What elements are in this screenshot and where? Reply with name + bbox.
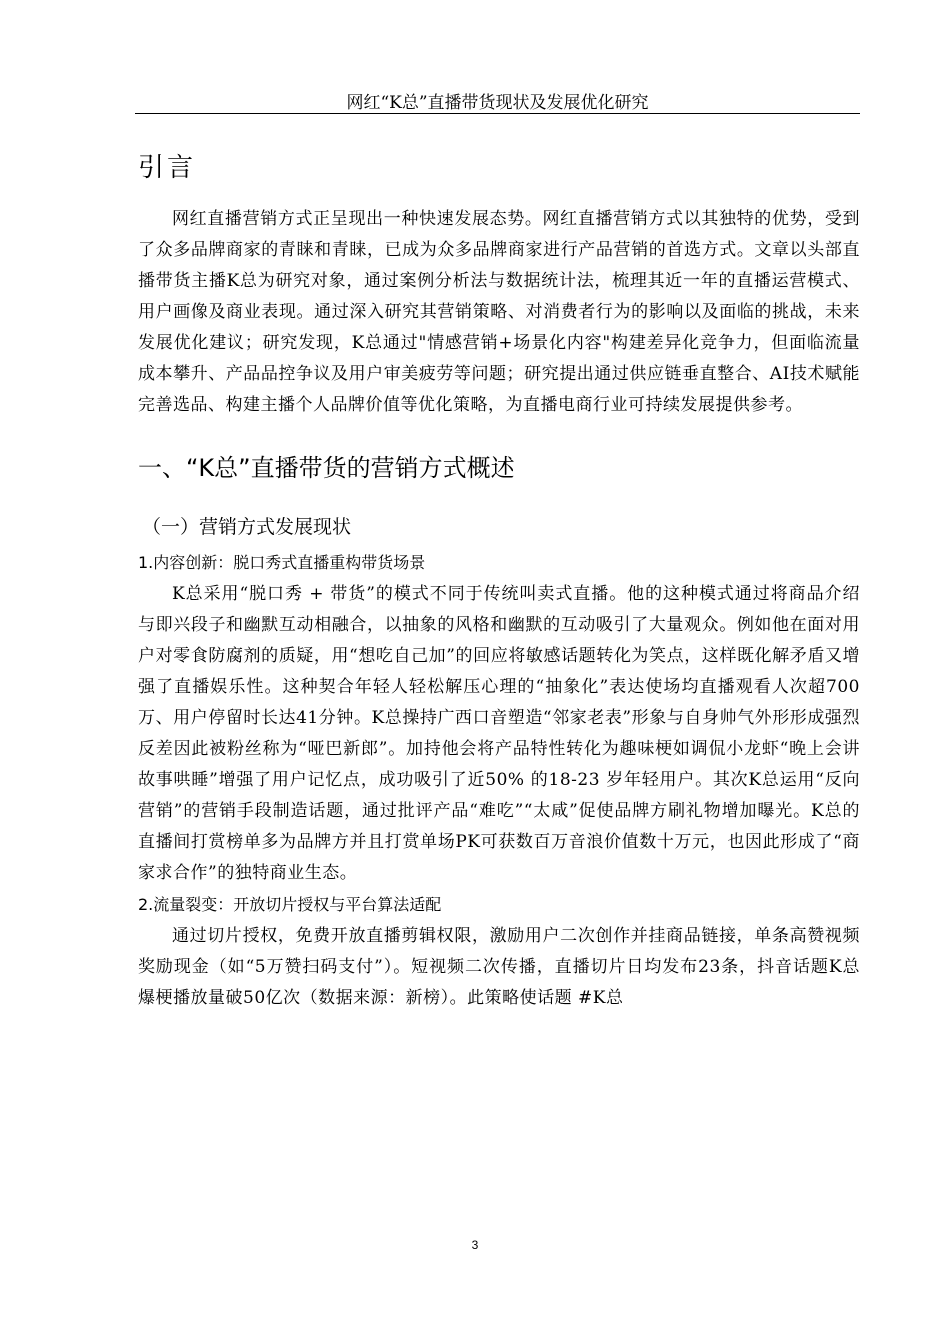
point-heading-traffic-fission: 2.流量裂变：开放切片授权与平台算法适配 [138, 895, 442, 914]
point-heading-content-innovation: 1.内容创新：脱口秀式直播重构带货场景 [138, 553, 426, 572]
header-rule [135, 113, 860, 114]
running-header: 网红“K总”直播带货现状及发展优化研究 [346, 93, 649, 113]
content-innovation-paragraph: K总采用“脱口秀 + 带货”的模式不同于传统叫卖式直播。他的这种模式通过将商品介绍与即兴段子和幽默互动相融合，以抽象的风格和幽默的互动吸引了大量观众。例如他在面对用户对零食防腐剂的质疑，用“想吃自己加”的回应将敏感话题转化为笑点，这样既化解矛盾又增强了直播娱乐性。这种契合年轻人轻松解压心理的“抽象化”表达使场均直播观看人次超700万、用户停留时长达41分钟。K总操持广西口音塑造“邻家老表”形象与自身帅气外形形成强烈反差因此被粉丝称为“哑巴新郎”。加持他会将产品特性转化为趣味梗如调侃小龙虾“晚上会讲故事哄睡”增强了用户记忆点，成功吸引了近50% 的18-23 岁年轻用户。其次K总运用“反向营销”的营销手段制造话题，通过批评产品“难吃”“太咸”促使品牌方刷礼物增加曝光。K总的直播间打赏榜单多为品牌方并且打赏单场PK可获数百万音浪价值数十万元，也因此形成了“商家求合作”的独特商业生态。 [138, 584, 860, 883]
section-heading: 一、“K总”直播带货的营销方式概述 [138, 454, 515, 482]
intro-heading: 引言 [138, 153, 197, 183]
intro-paragraph: 网红直播营销方式正呈现出一种快速发展态势。网红直播营销方式以其独特的优势，受到了众多品牌商家的青睐和青睐，已成为众多品牌商家进行产品营销的首选方式。文章以头部直播带货主播K总为研究对象，通过案例分析法与数据统计法，梳理其近一年的直播运营模式、用户画像及商业表现。通过深入研究其营销策略、对消费者行为的影响以及面临的挑战，未来发展优化建议；研究发现，K总通过"情感营销+场景化内容"构建差异化竞争力，但面临流量成本攀升、产品品控争议及用户审美疲劳等问题；研究提出通过供应链垂直整合、AI技术赋能完善选品、构建主播个人品牌价值等优化策略，为直播电商行业可持续发展提供参考。 [138, 209, 860, 415]
subsection-heading: （一）营销方式发展现状 [142, 516, 352, 538]
page-number: 3 [471, 1238, 479, 1252]
traffic-fission-paragraph: 通过切片授权，免费开放直播剪辑权限，激励用户二次创作并挂商品链接，单条高赞视频奖励现金（如“5万赞扫码支付”）。短视频二次传播，直播切片日均发布23条，抖音话题K总爆梗播放量破50亿次（数据来源：新榜）。此策略使话题 #K总 [138, 926, 860, 1008]
page-body [138, 140, 860, 1014]
